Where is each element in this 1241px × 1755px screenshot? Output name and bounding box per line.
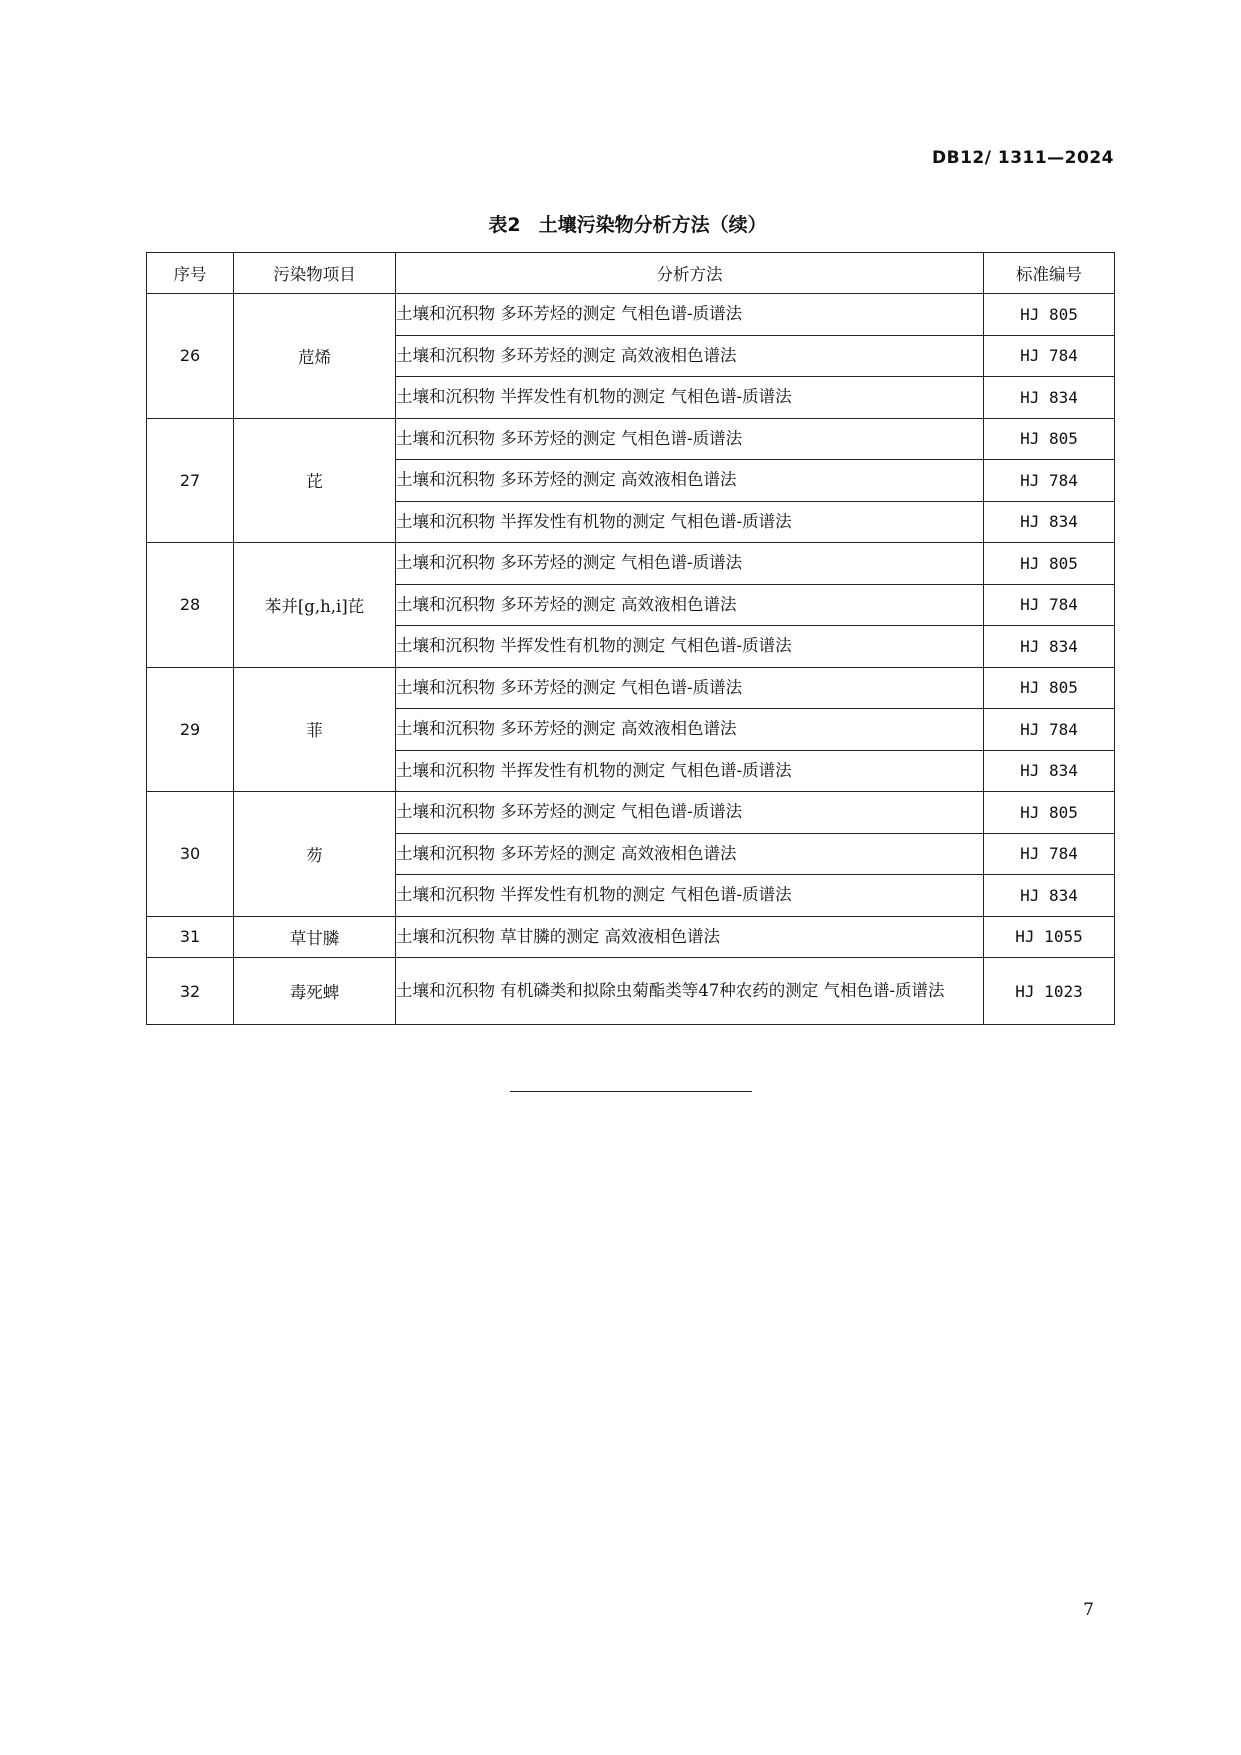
cell-standard-number: HJ 834 (984, 501, 1115, 543)
cell-pollutant-item: 芘 (234, 418, 396, 543)
table-row (147, 667, 1115, 709)
analysis-methods-table (146, 252, 1115, 1025)
cell-method: 土壤和沉积物 半挥发性有机物的测定 气相色谱-质谱法 (396, 750, 984, 792)
cell-method: 土壤和沉积物 多环芳烃的测定 气相色谱-质谱法 (396, 667, 984, 709)
end-of-document-rule (510, 1091, 752, 1092)
cell-method: 土壤和沉积物 半挥发性有机物的测定 气相色谱-质谱法 (396, 875, 984, 917)
cell-no: 29 (147, 667, 234, 792)
table-row (147, 958, 1115, 1025)
cell-pollutant-item: 草甘膦 (234, 916, 396, 958)
cell-method: 土壤和沉积物 多环芳烃的测定 高效液相色谱法 (396, 833, 984, 875)
cell-no: 26 (147, 294, 234, 419)
table-row (147, 792, 1115, 834)
table-caption-number: 表2 (488, 214, 521, 236)
cell-standard-number: HJ 834 (984, 750, 1115, 792)
cell-pollutant-item: 芴 (234, 792, 396, 917)
cell-no: 31 (147, 916, 234, 958)
table-body (147, 294, 1115, 1025)
cell-method: 土壤和沉积物 多环芳烃的测定 高效液相色谱法 (396, 460, 984, 502)
cell-standard-number: HJ 1055 (984, 916, 1115, 958)
cell-method: 土壤和沉积物 半挥发性有机物的测定 气相色谱-质谱法 (396, 626, 984, 668)
table-row (147, 294, 1115, 336)
cell-method: 土壤和沉积物 草甘膦的测定 高效液相色谱法 (396, 916, 984, 958)
cell-method: 土壤和沉积物 多环芳烃的测定 气相色谱-质谱法 (396, 543, 984, 585)
cell-pollutant-item: 苯并[g,h,i]芘 (234, 543, 396, 668)
cell-no: 28 (147, 543, 234, 668)
table-caption (0, 210, 1241, 237)
document-code: DB12/ 1311—2024 (932, 148, 1114, 168)
table-row (147, 543, 1115, 585)
cell-standard-number: HJ 784 (984, 460, 1115, 502)
cell-no: 32 (147, 958, 234, 1025)
cell-no: 30 (147, 792, 234, 917)
cell-pollutant-item: 苊烯 (234, 294, 396, 419)
cell-standard-number: HJ 1023 (984, 958, 1115, 1025)
cell-standard-number: HJ 784 (984, 833, 1115, 875)
cell-standard-number: HJ 805 (984, 294, 1115, 336)
cell-standard-number: HJ 805 (984, 792, 1115, 834)
cell-standard-number: HJ 834 (984, 377, 1115, 419)
cell-standard-number: HJ 805 (984, 418, 1115, 460)
cell-method: 土壤和沉积物 多环芳烃的测定 高效液相色谱法 (396, 584, 984, 626)
column-header-standard: 标准编号 (984, 253, 1115, 294)
column-header-item: 污染物项目 (234, 253, 396, 294)
table-caption-title: 土壤污染物分析方法（续） (538, 214, 767, 236)
cell-pollutant-item: 菲 (234, 667, 396, 792)
cell-pollutant-item: 毒死蜱 (234, 958, 396, 1025)
table-header-row (147, 253, 1115, 294)
column-header-no: 序号 (147, 253, 234, 294)
cell-method: 土壤和沉积物 有机磷类和拟除虫菊酯类等47种农药的测定 气相色谱-质谱法 (396, 958, 984, 1025)
cell-standard-number: HJ 805 (984, 667, 1115, 709)
table-row (147, 916, 1115, 958)
cell-standard-number: HJ 784 (984, 335, 1115, 377)
cell-no: 27 (147, 418, 234, 543)
cell-method: 土壤和沉积物 多环芳烃的测定 高效液相色谱法 (396, 709, 984, 751)
cell-method: 土壤和沉积物 半挥发性有机物的测定 气相色谱-质谱法 (396, 377, 984, 419)
cell-method: 土壤和沉积物 多环芳烃的测定 气相色谱-质谱法 (396, 792, 984, 834)
page-number: 7 (1083, 1600, 1094, 1620)
cell-standard-number: HJ 834 (984, 626, 1115, 668)
cell-standard-number: HJ 784 (984, 584, 1115, 626)
cell-method: 土壤和沉积物 多环芳烃的测定 气相色谱-质谱法 (396, 418, 984, 460)
column-header-method: 分析方法 (396, 253, 984, 294)
cell-method: 土壤和沉积物 多环芳烃的测定 气相色谱-质谱法 (396, 294, 984, 336)
cell-standard-number: HJ 784 (984, 709, 1115, 751)
table-row (147, 418, 1115, 460)
cell-method: 土壤和沉积物 多环芳烃的测定 高效液相色谱法 (396, 335, 984, 377)
cell-method: 土壤和沉积物 半挥发性有机物的测定 气相色谱-质谱法 (396, 501, 984, 543)
cell-standard-number: HJ 834 (984, 875, 1115, 917)
cell-standard-number: HJ 805 (984, 543, 1115, 585)
